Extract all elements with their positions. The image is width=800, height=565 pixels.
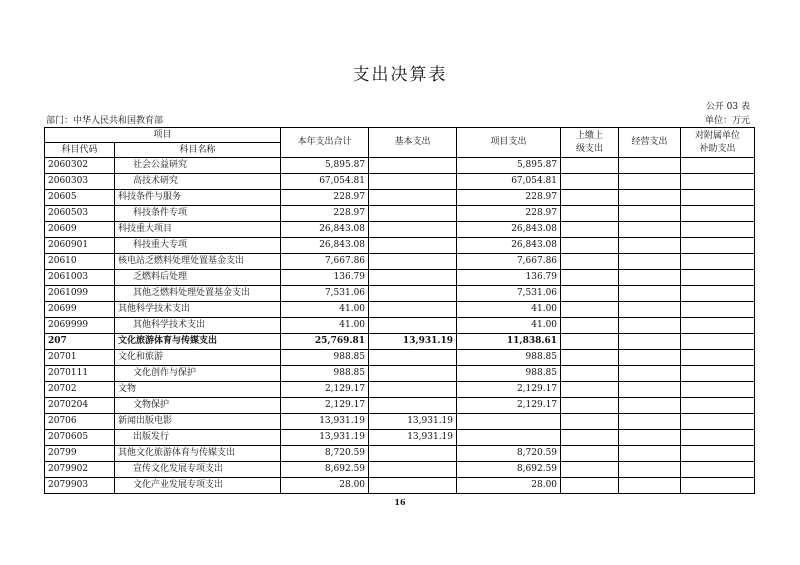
business-cell [619,366,681,382]
subject-code-cell: 207 [45,334,115,350]
table-row [45,302,755,318]
table-row [45,462,755,478]
total-cell: 2,129.17 [281,382,369,398]
upper-payment-cell [561,222,619,238]
total-cell: 2,129.17 [281,398,369,414]
basic-cell [369,206,457,222]
subject-name-cell: 宣传文化发展专项支出 [115,462,281,478]
subsidy-cell [681,206,755,222]
subject-code-cell: 20610 [45,254,115,270]
table-body [45,158,755,494]
business-cell [619,430,681,446]
subject-code-cell: 20706 [45,414,115,430]
subsidy-cell [681,430,755,446]
table-row [45,190,755,206]
subject-name-cell: 科技条件与服务 [115,190,281,206]
project-cell: 2,129.17 [457,382,561,398]
business-cell [619,222,681,238]
basic-cell [369,190,457,206]
total-cell: 26,843.08 [281,238,369,254]
business-cell [619,158,681,174]
business-cell [619,254,681,270]
upper-payment-cell [561,270,619,286]
total-cell: 41.00 [281,318,369,334]
basic-cell [369,366,457,382]
header-subject-code: 科目代码 [45,143,115,158]
upper-payment-cell [561,462,619,478]
total-cell: 28.00 [281,478,369,494]
header-total: 本年支出合计 [281,128,369,158]
total-cell: 67,054.81 [281,174,369,190]
business-cell [619,190,681,206]
header-subsidy-line2: 补助支出 [699,143,736,154]
table-row [45,350,755,366]
upper-payment-cell [561,350,619,366]
subject-name-cell: 文化和旅游 [115,350,281,366]
total-cell: 7,667.86 [281,254,369,270]
project-cell: 26,843.08 [457,238,561,254]
total-cell: 5,895.87 [281,158,369,174]
subject-name-cell: 文化产业发展专项支出 [115,478,281,494]
basic-cell: 13,931.19 [369,430,457,446]
total-cell: 988.85 [281,366,369,382]
upper-payment-cell [561,334,619,350]
total-cell: 26,843.08 [281,222,369,238]
project-cell: 7,667.86 [457,254,561,270]
business-cell [619,478,681,494]
basic-cell [369,238,457,254]
subject-name-cell: 新闻出版电影 [115,414,281,430]
table-row [45,398,755,414]
subject-name-cell: 科技重大项目 [115,222,281,238]
upper-payment-cell [561,238,619,254]
header-upper-payment [561,128,619,158]
table-row [45,318,755,334]
business-cell [619,398,681,414]
total-cell: 41.00 [281,302,369,318]
department-label: 部门：中华人民共和国教育部 [46,116,164,126]
subject-code-cell: 2070605 [45,430,115,446]
subject-code-cell: 2060503 [45,206,115,222]
upper-payment-cell [561,158,619,174]
basic-cell [369,382,457,398]
table-row [45,206,755,222]
table-row [45,446,755,462]
subsidy-cell [681,222,755,238]
subsidy-cell [681,238,755,254]
basic-cell: 13,931.19 [369,334,457,350]
subject-code-cell: 20799 [45,446,115,462]
table-row [45,254,755,270]
table-row [45,366,755,382]
upper-payment-cell [561,366,619,382]
table-row [45,222,755,238]
upper-payment-cell [561,190,619,206]
project-cell: 228.97 [457,190,561,206]
subject-name-cell: 文化创作与保护 [115,366,281,382]
header-project: 项目 [45,128,281,143]
header-subsidy-line1: 对附属单位 [695,130,741,141]
project-cell: 11,838.61 [457,334,561,350]
upper-payment-cell [561,206,619,222]
basic-cell [369,302,457,318]
subject-name-cell: 社会公益研究 [115,158,281,174]
subsidy-cell [681,446,755,462]
basic-cell [369,318,457,334]
project-cell: 26,843.08 [457,222,561,238]
total-cell: 988.85 [281,350,369,366]
subject-name-cell: 乏燃料后处理 [115,270,281,286]
header-upper-payment-line2: 级支出 [576,143,604,154]
subsidy-cell [681,318,755,334]
project-cell: 988.85 [457,366,561,382]
business-cell [619,286,681,302]
project-cell: 8,692.59 [457,462,561,478]
header-project-expenditure: 项目支出 [457,128,561,158]
business-cell [619,318,681,334]
table-row [45,334,755,350]
basic-cell [369,222,457,238]
subject-code-cell: 20702 [45,382,115,398]
total-cell: 25,769.81 [281,334,369,350]
project-cell: 5,895.87 [457,158,561,174]
upper-payment-cell [561,382,619,398]
total-cell: 8,720.59 [281,446,369,462]
subsidy-cell [681,334,755,350]
table-row [45,174,755,190]
subject-code-cell: 2079902 [45,462,115,478]
subsidy-cell [681,190,755,206]
header-upper-payment-line1: 上缴上 [576,130,604,141]
business-cell [619,382,681,398]
business-cell [619,462,681,478]
table-row [45,238,755,254]
subsidy-cell [681,350,755,366]
business-cell [619,238,681,254]
subject-code-cell: 2070111 [45,366,115,382]
subject-name-cell: 文物保护 [115,398,281,414]
basic-cell [369,478,457,494]
subsidy-cell [681,302,755,318]
expenditure-table [44,127,755,494]
project-cell: 7,531.06 [457,286,561,302]
subject-code-cell: 2069999 [45,318,115,334]
page-title: 支出决算表 [352,65,448,85]
upper-payment-cell [561,174,619,190]
subject-name-cell: 其他乏燃料处理处置基金支出 [115,286,281,302]
table-row [45,270,755,286]
business-cell [619,270,681,286]
basic-cell [369,446,457,462]
subsidy-cell [681,478,755,494]
basic-cell [369,174,457,190]
subject-code-cell: 20699 [45,302,115,318]
subject-code-cell: 2060302 [45,158,115,174]
subject-name-cell: 出版发行 [115,430,281,446]
subject-name-cell: 科技重大专项 [115,238,281,254]
project-cell: 41.00 [457,318,561,334]
subsidy-cell [681,414,755,430]
subject-code-cell: 2060901 [45,238,115,254]
header-subsidy [681,128,755,158]
total-cell: 228.97 [281,190,369,206]
project-cell [457,414,561,430]
upper-payment-cell [561,302,619,318]
upper-payment-cell [561,430,619,446]
basic-cell [369,254,457,270]
table-row [45,478,755,494]
subject-name-cell: 科技条件专项 [115,206,281,222]
project-cell: 8,720.59 [457,446,561,462]
subsidy-cell [681,174,755,190]
basic-cell [369,158,457,174]
upper-payment-cell [561,414,619,430]
business-cell [619,446,681,462]
subject-code-cell: 20609 [45,222,115,238]
total-cell: 228.97 [281,206,369,222]
subject-name-cell: 文物 [115,382,281,398]
subsidy-cell [681,254,755,270]
project-cell: 136.79 [457,270,561,286]
subject-code-cell: 2061099 [45,286,115,302]
form-number: 公开 03 表 [705,102,750,112]
business-cell [619,350,681,366]
table-row [45,414,755,430]
business-cell [619,174,681,190]
subsidy-cell [681,286,755,302]
business-cell [619,206,681,222]
basic-cell [369,350,457,366]
subject-code-cell: 2079903 [45,478,115,494]
total-cell: 136.79 [281,270,369,286]
total-cell: 7,531.06 [281,286,369,302]
basic-cell [369,398,457,414]
project-cell: 28.00 [457,478,561,494]
upper-payment-cell [561,286,619,302]
subject-code-cell: 20701 [45,350,115,366]
subject-code-cell: 2070204 [45,398,115,414]
upper-payment-cell [561,446,619,462]
table-row [45,286,755,302]
header-business: 经营支出 [619,128,681,158]
basic-cell [369,270,457,286]
project-cell [457,430,561,446]
page-number: 16 [394,497,406,507]
subject-name-cell: 文化旅游体育与传媒支出 [115,334,281,350]
upper-payment-cell [561,254,619,270]
table-row [45,382,755,398]
total-cell: 13,931.19 [281,414,369,430]
subject-code-cell: 2060303 [45,174,115,190]
basic-cell [369,286,457,302]
total-cell: 8,692.59 [281,462,369,478]
subject-name-cell: 核电站乏燃料处理处置基金支出 [115,254,281,270]
subject-code-cell: 2061003 [45,270,115,286]
project-cell: 988.85 [457,350,561,366]
basic-cell: 13,931.19 [369,414,457,430]
unit-label: 单位：万元 [704,116,750,126]
subject-name-cell: 其他科学技术支出 [115,302,281,318]
basic-cell [369,462,457,478]
header-basic: 基本支出 [369,128,457,158]
table-row [45,158,755,174]
subject-name-cell: 高技术研究 [115,174,281,190]
business-cell [619,302,681,318]
project-cell: 2,129.17 [457,398,561,414]
subject-code-cell: 20605 [45,190,115,206]
business-cell [619,334,681,350]
table-row [45,430,755,446]
upper-payment-cell [561,318,619,334]
header-subject-name: 科目名称 [115,143,281,158]
upper-payment-cell [561,478,619,494]
project-cell: 228.97 [457,206,561,222]
project-cell: 41.00 [457,302,561,318]
subsidy-cell [681,158,755,174]
upper-payment-cell [561,398,619,414]
subsidy-cell [681,462,755,478]
project-cell: 67,054.81 [457,174,561,190]
business-cell [619,414,681,430]
subsidy-cell [681,398,755,414]
total-cell: 13,931.19 [281,430,369,446]
subsidy-cell [681,270,755,286]
subject-name-cell: 其他文化旅游体育与传媒支出 [115,446,281,462]
subject-name-cell: 其他科学技术支出 [115,318,281,334]
subsidy-cell [681,382,755,398]
subsidy-cell [681,366,755,382]
